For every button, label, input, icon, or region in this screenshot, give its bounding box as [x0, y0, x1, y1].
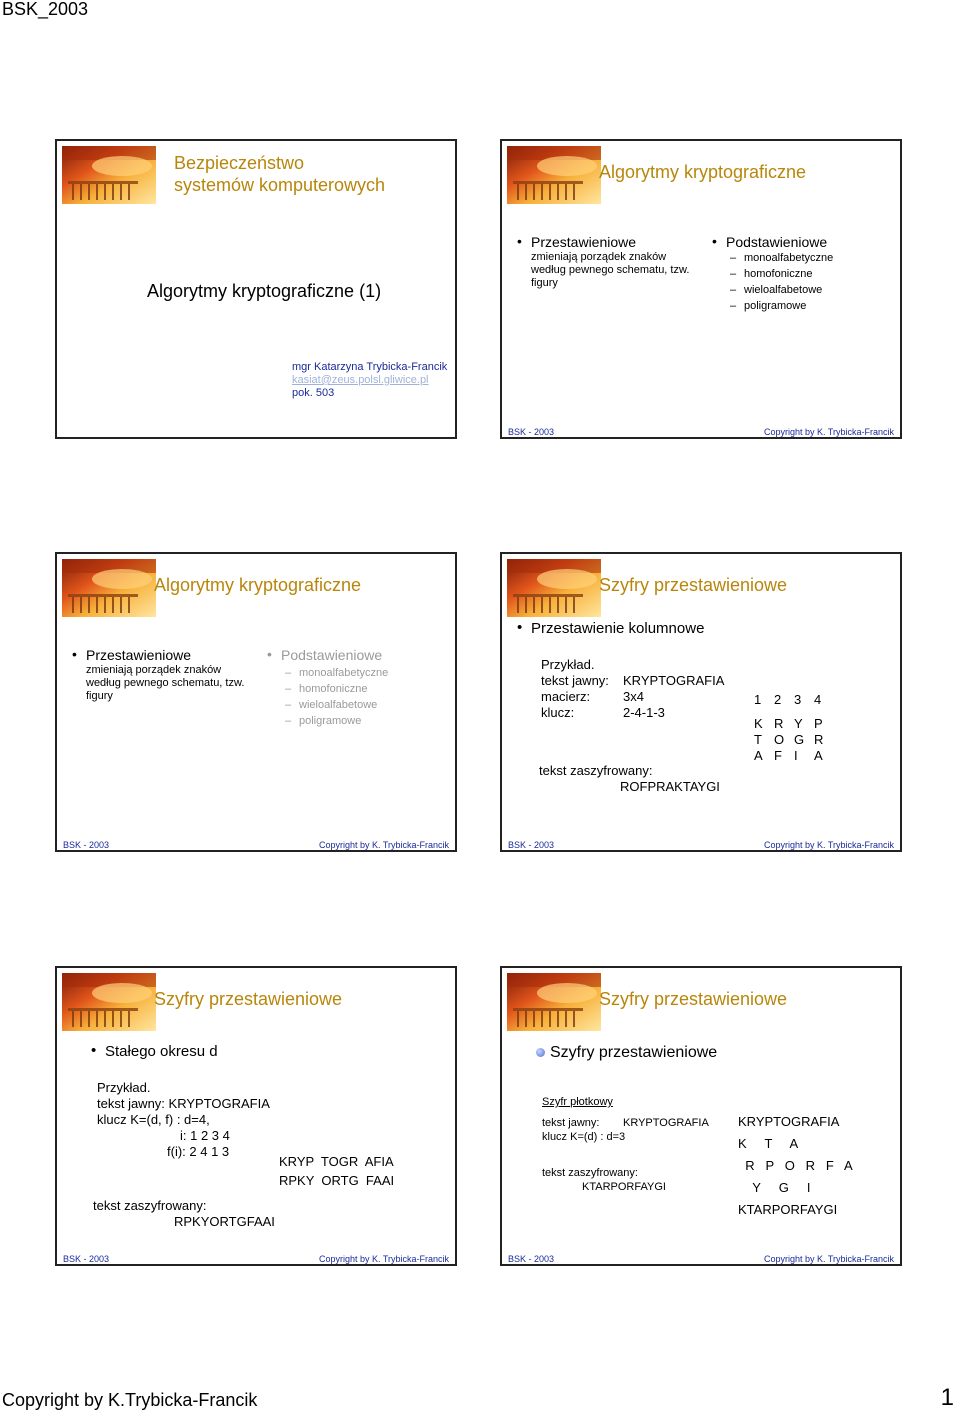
slide-4: [500, 552, 902, 852]
slide-title: Szyfry przestawieniowe: [599, 989, 788, 1009]
slide-footer-right: Copyright by K. Trybicka-Francik: [763, 1254, 894, 1264]
slide-subtitle: Algorytmy kryptograficzne (1): [147, 281, 382, 301]
bullet-przestawieniowe: • Przestawieniowe: [86, 647, 191, 663]
matrix-value: 3x4: [623, 689, 644, 704]
grid-cell: O: [774, 732, 785, 747]
sub-item: – poligramowe: [744, 300, 806, 312]
bullet-description: [531, 251, 689, 290]
key-value: 2-4-1-3: [623, 705, 665, 720]
desc-line: według pewnego schematu, tzw.: [531, 264, 690, 276]
grid-cell: Y: [794, 716, 803, 731]
grid-row: [754, 748, 834, 764]
cipher-label: tekst zaszyfrowany:: [539, 763, 653, 778]
bullet-przestawieniowe: • Przestawieniowe: [531, 234, 636, 250]
grid-cell: T: [754, 732, 762, 747]
sub-item: – wieloalfabetowe: [744, 284, 822, 296]
rail-row-2: R P O R F A: [738, 1158, 853, 1173]
example-line: Przykład.: [97, 1080, 151, 1095]
title-line-1: Bezpieczeństwo: [174, 153, 305, 173]
grid-cell: R: [814, 732, 824, 747]
desc-line: zmieniają porządek znaków: [86, 664, 222, 676]
plain-value: KRYPTOGRAFIA: [623, 1117, 709, 1129]
slide-logo: [62, 973, 156, 1031]
slide-logo: [62, 146, 156, 204]
sub-item: – poligramowe: [299, 715, 361, 727]
slide-footer-right: Copyright by K. Trybicka-Francik: [763, 427, 894, 437]
grid-cell: P: [814, 716, 823, 731]
slide-footer-left: BSK - 2003: [508, 1254, 555, 1264]
grid-header: [754, 692, 834, 708]
grid-cell: G: [794, 732, 805, 747]
author-email[interactable]: kasiat@zeus.polsl.gliwice.pl: [292, 374, 429, 386]
slide-1: [55, 139, 457, 439]
sub-item: – monoalfabetyczne: [299, 667, 388, 679]
grid-cell: 3: [794, 692, 802, 707]
sub-item: – wieloalfabetowe: [299, 699, 377, 711]
grid-cell: R: [774, 716, 784, 731]
blocks-plain: KRYP TOGR AFIA: [279, 1154, 394, 1169]
desc-line: figury: [531, 277, 558, 289]
slide-footer-right: Copyright by K. Trybicka-Francik: [318, 840, 449, 850]
slide-logo: [62, 559, 156, 617]
bullet-staly-okres: • Stałego okresu d: [105, 1043, 218, 1060]
grid-row: [754, 716, 834, 732]
slide-title: Algorytmy kryptograficzne: [154, 575, 362, 595]
rail-row-3: Y G I: [738, 1180, 811, 1195]
cipher-label: tekst zaszyfrowany:: [542, 1167, 638, 1179]
matrix-label: macierz:: [541, 689, 591, 704]
fence-title: Szyfr płotkowy: [542, 1096, 613, 1108]
grid-row: [754, 732, 834, 748]
grid-cell: 4: [814, 692, 822, 707]
slide-title: Szyfry przestawieniowe: [599, 575, 788, 595]
slide-5: [55, 966, 457, 1266]
example-line: tekst jawny: KRYPTOGRAFIA: [97, 1096, 270, 1111]
key-label: klucz:: [541, 705, 575, 720]
slide-footer-left: BSK - 2003: [63, 1254, 110, 1264]
page-number: 1: [940, 1384, 954, 1411]
grid-cell: K: [754, 716, 763, 731]
grid-cell: I: [794, 748, 798, 763]
bullet-szyfry: Szyfry przestawieniowe: [550, 1044, 718, 1061]
key-line: klucz K=(d) : d=3: [542, 1131, 626, 1143]
blocks-cipher: RPKY ORTG FAAI: [279, 1173, 395, 1188]
rail-row-1: K T A: [738, 1136, 799, 1151]
bullet-podstawieniowe: • Podstawieniowe: [726, 234, 827, 250]
grid-cell: A: [754, 748, 763, 763]
desc-line: figury: [86, 690, 113, 702]
slide-logo: [507, 973, 601, 1031]
sub-item: – monoalfabetyczne: [744, 252, 833, 264]
plain-value: KRYPTOGRAFIA: [623, 673, 725, 688]
cipher-label: tekst zaszyfrowany:: [93, 1198, 207, 1213]
slide-footer-left: BSK - 2003: [508, 427, 555, 437]
plain-label: tekst jawny:: [542, 1117, 600, 1129]
example-label: Przykład.: [541, 657, 595, 672]
grid-cell: 1: [754, 692, 762, 707]
cipher-value: RPKYORTGFAAI: [174, 1214, 275, 1229]
author-room: pok. 503: [292, 387, 335, 399]
author-name: mgr Katarzyna Trybicka-Francik: [292, 361, 448, 373]
slide-footer-left: BSK - 2003: [508, 840, 555, 850]
grid-cell: A: [814, 748, 823, 763]
slide-3: [55, 552, 457, 852]
bullet-description: [86, 664, 244, 703]
desc-line: zmieniają porządek znaków: [531, 251, 667, 263]
slide-logo: [507, 559, 601, 617]
sub-item: – homofoniczne: [299, 683, 368, 695]
grid-cell: 2: [774, 692, 782, 707]
cipher-value: ROFPRAKTAYGI: [620, 779, 720, 794]
example-line: f(i): 2 4 1 3: [167, 1144, 230, 1159]
slide-6: [500, 966, 902, 1266]
slide-title: [174, 152, 385, 196]
cipher-value: KTARPORFAYGI: [582, 1181, 666, 1193]
transposition-grid: [754, 692, 834, 764]
slide-2: [500, 139, 902, 439]
desc-line: według pewnego schematu, tzw.: [86, 677, 245, 689]
grid-cell: F: [774, 748, 782, 763]
plain-label: tekst jawny:: [541, 673, 609, 688]
author-block: [292, 361, 447, 400]
slide-title: Algorytmy kryptograficzne: [599, 162, 807, 182]
bullet-podstawieniowe: • Podstawieniowe: [281, 647, 382, 663]
slide-footer-right: Copyright by K. Trybicka-Francik: [318, 1254, 449, 1264]
bullet-kolumnowe: • Przestawienie kolumnowe: [531, 620, 704, 637]
rail-bottom: KTARPORFAYGI: [738, 1202, 838, 1217]
slide-footer-left: BSK - 2003: [63, 840, 110, 850]
page-footer-copyright: Copyright by K.Trybicka-Francik: [2, 1390, 258, 1410]
example-line: i: 1 2 3 4: [180, 1128, 230, 1143]
slide-footer-right: Copyright by K. Trybicka-Francik: [763, 840, 894, 850]
title-line-2: systemów komputerowych: [174, 175, 386, 195]
rail-top: KRYPTOGRAFIA: [738, 1114, 840, 1129]
sub-item: – homofoniczne: [744, 268, 813, 280]
slide-title: Szyfry przestawieniowe: [154, 989, 343, 1009]
slide-logo: [507, 146, 601, 204]
example-line: klucz K=(d, f) : d=4,: [97, 1112, 210, 1127]
page-header: BSK_2003: [2, 0, 89, 19]
